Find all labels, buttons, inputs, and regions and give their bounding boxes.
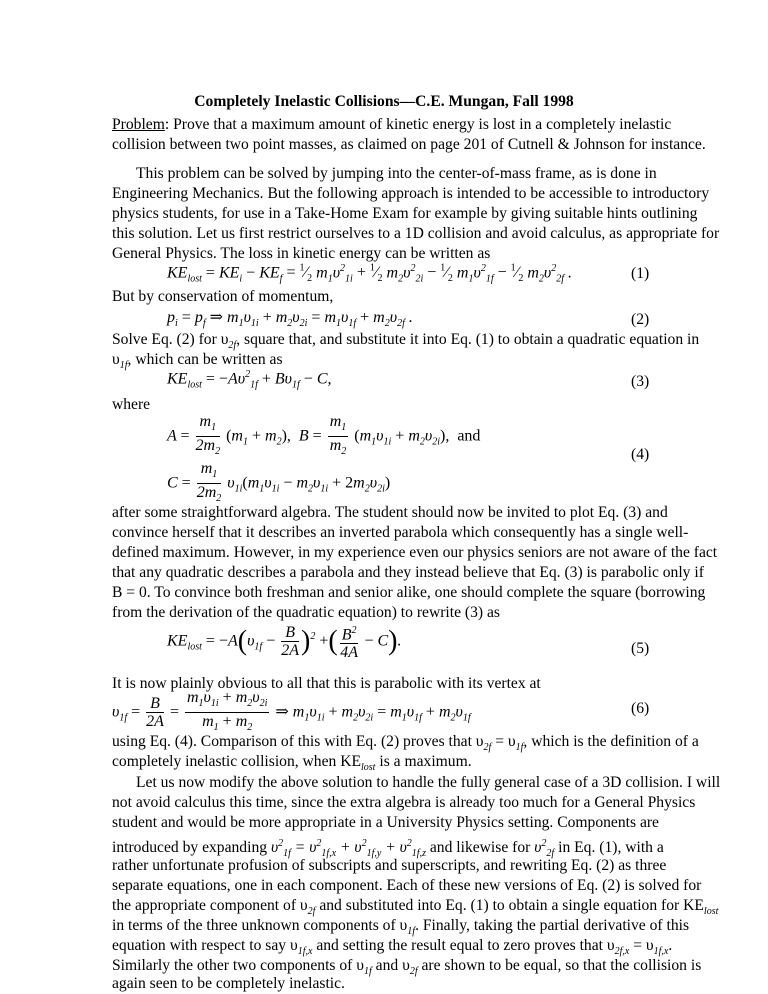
- equation-3: $KE_{lost} = -A\upsilon^2_{1f} + B\upsilon_{1f} - C$,: [167, 369, 332, 391]
- para3-line-2: completely inelastic collision, when $KE_{lost}$ is a maximum.: [112, 753, 472, 774]
- equation-4b: C = $\frac{m_1}{2m_2}$ $\upsilon_{1i}(m_1\upsilon_{1i} - m_2\upsilon_{1i} + 2m_2\upsilon_{2i})$: [167, 460, 391, 505]
- page-title: Completely Inelastic Collisions—C.E. Mungan, Fall 1998: [194, 93, 574, 110]
- para1-line-5: General Physics. The loss in kinetic energy can be written as: [112, 245, 491, 262]
- para4-line-11: again seen to be completely inelastic.: [112, 975, 345, 992]
- solve-line-1: Solve Eq. (2) for $\upsilon_{2f}$, square that, and substitute it into Eq. (1) to obtain a quadratic equation in: [112, 331, 700, 352]
- solve-line-2: $\upsilon_{1f}$, which can be written as: [112, 351, 283, 372]
- para1-line-1: This problem can be solved by jumping into the center-of-mass frame, as is done in: [136, 165, 657, 182]
- para1-line-4: this solution. Let us first restrict ourselves to a 1D collision and avoid calculus, as appropriate for: [112, 225, 720, 242]
- para4-line-4: introduced by expanding $\upsilon^2_{1f} = \upsilon^2_{1f,x} + \upsilon^2_{1f,y} + \upsilon^2_{1f,z}$ and likewise for $\upsilon^2_{2f}$ in Eq. (1), with a: [112, 838, 664, 860]
- equation-4a: A = $\frac{m_1}{2m_2}$ $(m_1 + m_2)$, B = $\frac{m_1}{m_2}$ $(m_1\upsilon_{1i} + m_2\upsilon_{2i})$, and: [167, 413, 481, 458]
- para2-line-2: convince herself that it describes an inverted parabola which consequently has a single well-: [112, 524, 689, 541]
- equation-5: $KE_{lost} = -A(\upsilon_{1f}$ − $\frac{B}{2A}$ )$^2$ +( $\frac{B^2}{4A}$ − C).: [167, 622, 402, 661]
- para2-line-3: defined maximum. However, in my experience even our physics seniors are not aware of the fact: [112, 544, 718, 561]
- para2-line-5: B = 0. To convince both freshman and senior alike, one should complete the square (borrowing: [112, 584, 706, 601]
- para2-line-1: after some straightforward algebra. The student should now be invited to plot Eq. (3) and: [112, 504, 668, 521]
- para4-line-5: rather unfortunate profusion of subscripts and superscripts, and rewriting Eq. (2) as three: [112, 857, 667, 874]
- para1-line-3: physics students, for use in a Take-Home Exam for example by giving suitable hints outlining: [112, 205, 698, 222]
- problem-line-1: Problem: Prove that a maximum amount of kinetic energy is lost in a completely inelastic: [112, 116, 672, 133]
- para4-line-9: equation with respect to say $\upsilon_{1f,x}$ and setting the result equal to zero proves that $\upsilon_{2f,x} = \upsilon_{1f,x}$.: [112, 937, 673, 958]
- para3-line-1: using Eq. (4). Comparison of this with Eq. (2) proves that $\upsilon_{2f} = \upsilon_{1f}$, which is the definition of a: [112, 733, 699, 754]
- para2-line-6: from the derivation of the quadratic equation) to rewrite (3) as: [112, 604, 500, 621]
- eq-number-2: (2): [631, 311, 650, 328]
- para4-line-8: in terms of the three unknown components of $\upsilon_{1f}$. Finally, taking the partial derivative of this: [112, 917, 690, 938]
- para4-line-3: student and would be more appropriate in a University Physics setting. Components are: [112, 814, 659, 831]
- para2-line-4: that any quadratic describes a parabola and they instead believe that Eq. (3) is parabolic only if: [112, 564, 704, 581]
- eq-number-6: (6): [631, 700, 650, 717]
- where-text: where: [112, 396, 151, 413]
- para4-line-7: the appropriate component of $\upsilon_{2f}$ and substituted into Eq. (1) to obtain a single equation for $KE_{lost}$: [112, 897, 719, 918]
- problem-line-2: collision between two point masses, as claimed on page 201 of Cutnell & Johnson for instance.: [112, 136, 706, 153]
- eq-number-4: (4): [631, 446, 650, 463]
- equation-6: $\upsilon_{1f}$ = $\frac{B}{2A}$ = $\frac{m_1\upsilon_{1i} + m_2\upsilon_{2i}}{m_1 + m_2}$ ⇒ $m_1\upsilon_{1i} + m_2\upsilon_{2i} = m_1\upsilon_{1f} + m_2\upsilon_{1f}$: [112, 689, 471, 734]
- equation-1: $KE_{lost} = KE_i - KE_f$ = $^1⁄_2$ $m_1\upsilon^2_{1i}$ + $^1⁄_2$ $m_2\upsilon^2_{2i}$ − $^1⁄_2$ $m_1\upsilon^2_{1f}$ − $^1⁄_2$ $m_2\upsilon^2_{2f}$ .: [167, 263, 572, 285]
- eq-number-3: (3): [631, 373, 650, 390]
- eq-number-5: (5): [631, 640, 650, 657]
- vertex-text: It is now plainly obvious to all that this is parabolic with its vertex at: [112, 675, 541, 692]
- eq-number-1: (1): [631, 265, 650, 282]
- para4-line-10: Similarly the other two components of $\upsilon_{1f}$ and $\upsilon_{2f}$ are shown to be equal, so that the collision is: [112, 957, 702, 978]
- momentum-text: But by conservation of momentum,: [112, 288, 334, 305]
- para4-line-2: not avoid calculus this time, since the extra algebra is already too much for a General Physics: [112, 794, 696, 811]
- para4-line-6: separate equations, one in each component. Each of these new versions of Eq. (2) is solved for: [112, 877, 702, 894]
- equation-2: $p_i = p_f$ ⇒ $m_1\upsilon_{1i} + m_2\upsilon_{2i} = m_1\upsilon_{1f} + m_2\upsilon_{2f}$ .: [167, 309, 413, 330]
- problem-label: Problem: [112, 116, 165, 133]
- para4-line-1: Let us now modify the above solution to handle the fully general case of a 3D collision. I will: [136, 774, 721, 791]
- para1-line-2: Engineering Mechanics. But the following approach is intended to be accessible to introductory: [112, 185, 710, 202]
